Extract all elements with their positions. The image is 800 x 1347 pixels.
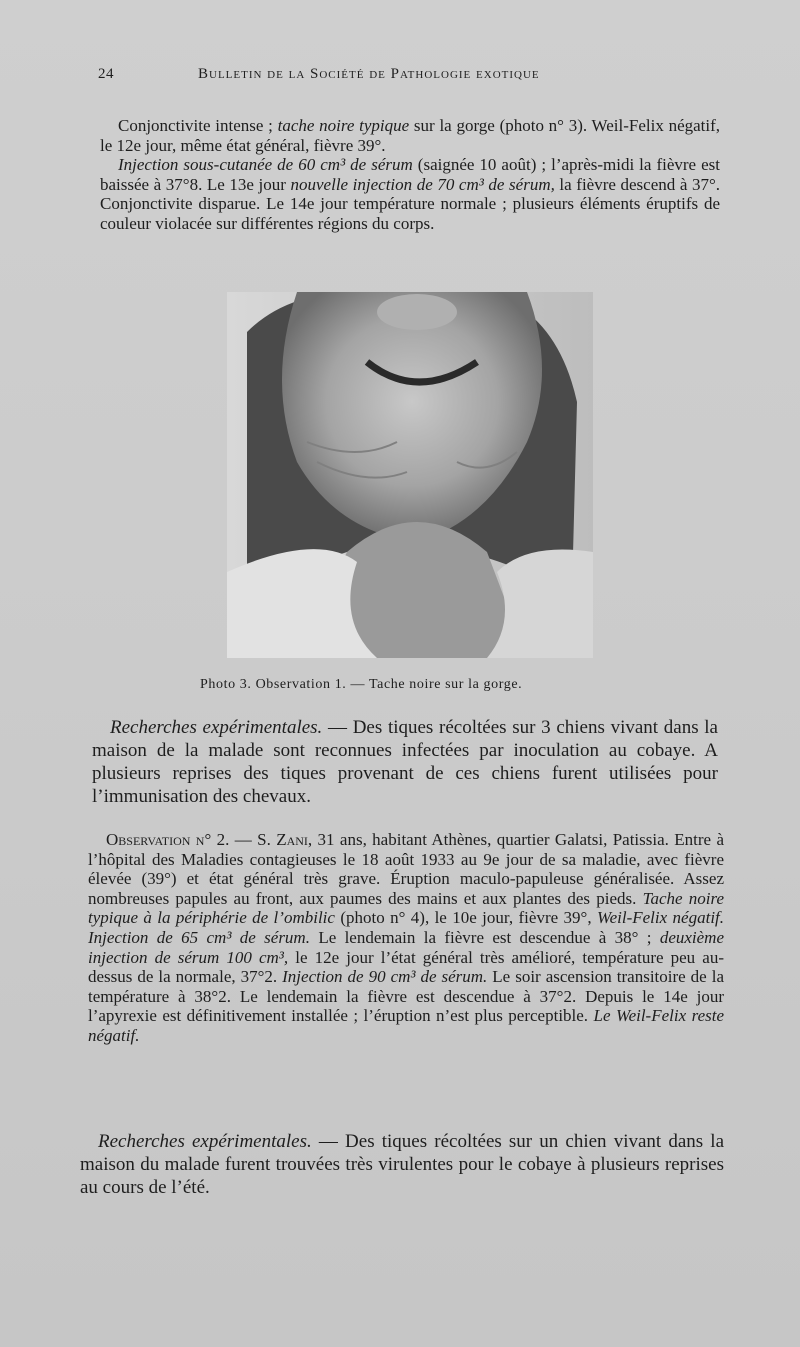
photo-caption: Photo 3. Observation 1. — Tache noire sur la gorge. xyxy=(200,677,523,692)
experimental-research-1 xyxy=(92,716,718,808)
patient-neck-photo xyxy=(227,292,593,658)
paragraph: Recherches expérimentales. — Des tiques récoltées sur un chien vivant dans la maison du malade furent trouvées très virulentes pour le cobaye à plusieurs reprises au cours de l’été. xyxy=(80,1131,724,1198)
journal-title: Bulletin de la Société de Pathologie exotique xyxy=(198,66,540,82)
observation-2 xyxy=(88,830,724,1046)
paragraph: Injection sous-cutanée de 60 cm³ de sérum (saignée 10 août) ; l’après-midi la fièvre est baissée à 37°8. Le 13e jour nouvelle injection de 70 cm³ de sérum, la fièvre descend à 37°. Conjonctivite disparue. Le 14e jour température normale ; plusieurs éléments éruptifs de couleur violacée sur différentes régions du corps. xyxy=(100,155,720,233)
photo-3 xyxy=(227,292,593,658)
page-number: 24 xyxy=(98,66,114,82)
experimental-research-2 xyxy=(80,1130,724,1199)
paragraph: Conjonctivite intense ; tache noire typique sur la gorge (photo n° 3). Weil-Felix négatif, le 12e jour, même état général, fièvre 39°. xyxy=(100,116,721,155)
paragraph: Observation n° 2. — S. Zani, 31 ans, habitant Athènes, quartier Galatsi, Patissia. Entre à l’hôpital des Maladies contagieuses le 18 août 1933 au 9e jour de sa maladie, avec fièvre élevée (39°) et état général très grave. Éruption maculo-papuleuse généralisée. Assez nombreuses papules au front, aux paumes des mains et aux plantes des pieds. Tache noire typique à la périphérie de l’ombilic (photo n° 4), le 10e jour, fièvre 39°, Weil-Felix négatif. Injection de 65 cm³ de sérum. Le lendemain la fièvre est descendue à 38° ; deuxième injection de sérum 100 cm³, le 12e jour l’état général très amélioré, température peu au-dessus de la normale, 37°2. Injection de 90 cm³ de sérum. Le soir ascension transitoire de la température à 38°2. Le lendemain la fièvre est descendue à 37°2. Depuis le 14e jour l’apyrexie est définitivement installée ; l’éruption n’est plus perceptible. Le Weil-Felix reste négatif. xyxy=(88,830,725,1045)
observation-1-continuation xyxy=(100,116,720,233)
paragraph: Recherches expérimentales. — Des tiques récoltées sur 3 chiens vivant dans la maison de la malade sont reconnues infectées par inoculation au cobaye. A plusieurs reprises des tiques provenant de ces chiens furent utilisées pour l’immunisation des chevaux. xyxy=(92,717,718,807)
